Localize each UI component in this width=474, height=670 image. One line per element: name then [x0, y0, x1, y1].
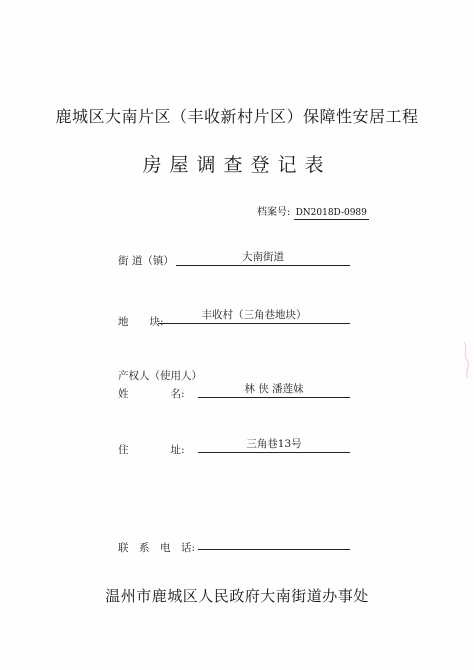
street-label: 街 道（镇）: [118, 255, 174, 267]
owner-prefix-label: 产权人（使用人）: [118, 370, 202, 382]
archive-number-value: DN2018D-0989: [295, 208, 367, 218]
plot-value: 丰收村（三角巷地块）: [158, 307, 350, 324]
phone-label: 联 系 电 话:: [118, 542, 196, 554]
owner-value: 林 侠 潘莲妹: [198, 381, 350, 398]
archive-number-field: [257, 203, 369, 220]
form-title: 房屋调查登记表: [142, 154, 332, 176]
owner-label: 姓 名:: [118, 388, 185, 400]
issuer-name: 温州市鹿城区人民政府大南街道办事处: [105, 587, 369, 605]
project-title: 鹿城区大南片区（丰收新村片区）保障性安居工程: [55, 107, 419, 126]
street-value: 大南街道: [176, 249, 350, 266]
address-label: 住 址:: [118, 444, 185, 456]
phone-value: [198, 533, 350, 550]
archive-label: 档案号:: [257, 207, 291, 218]
scan-edge-mark: [462, 340, 470, 380]
address-value: 三角巷13号: [198, 436, 350, 453]
plot-label: 地 块:: [118, 316, 164, 328]
